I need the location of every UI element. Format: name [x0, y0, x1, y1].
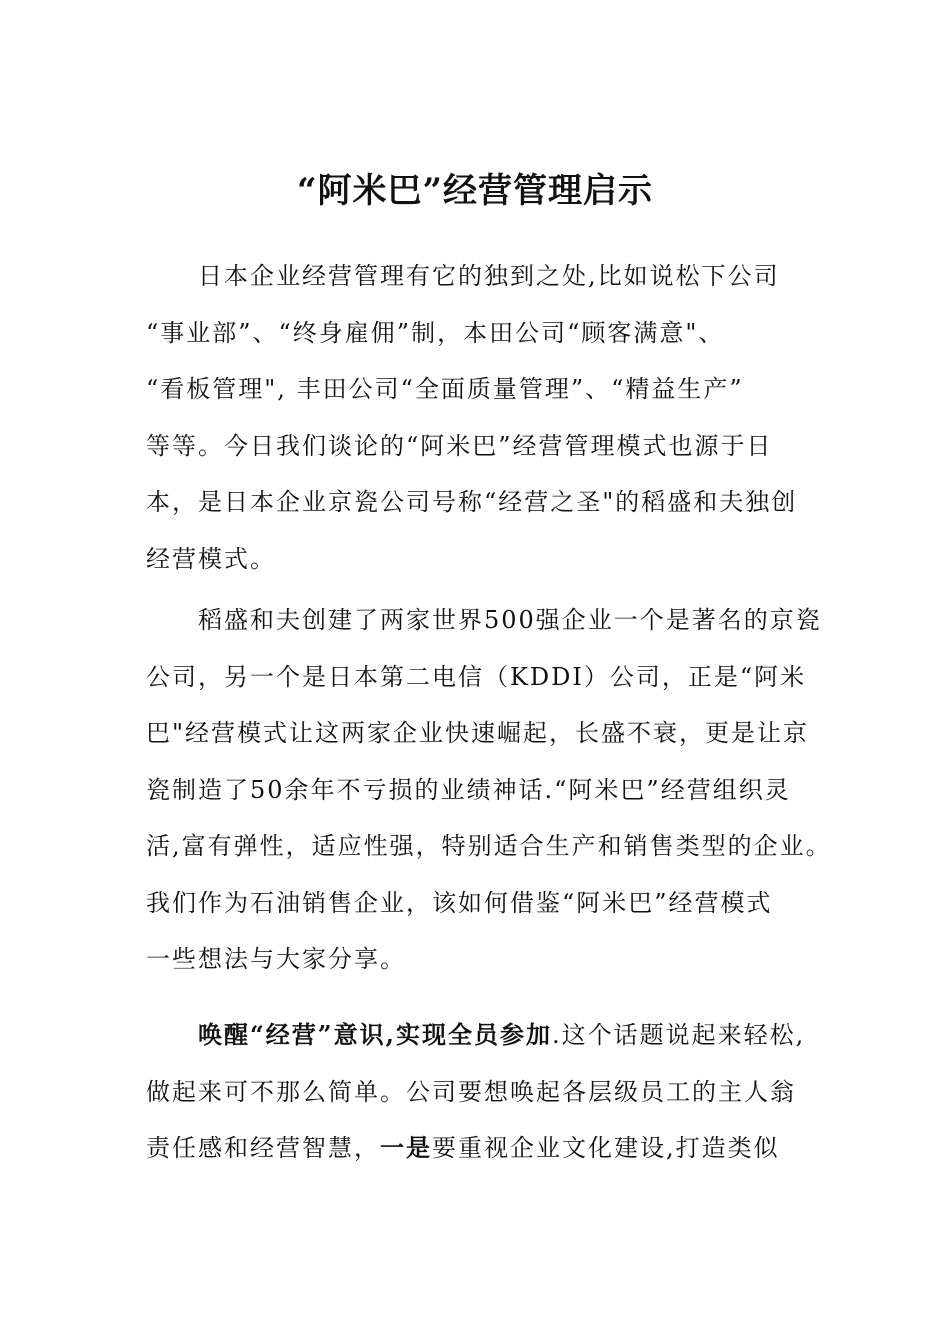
paragraph-1	[146, 248, 836, 587]
body-text: 责任感和经营智慧，	[146, 1134, 380, 1162]
paragraph-line: “事业部”、“终身雇佣”制，本田公司“顾客满意"、	[146, 318, 725, 347]
paragraph-line: 瓷制造了50余年不亏损的业绩神话.“阿米巴”经营组织灵	[146, 775, 791, 804]
bold-list-marker: 一是	[380, 1133, 432, 1162]
paragraph-line: 巴"经营模式让这两家企业快速崛起，长盛不衰，更是让京	[146, 719, 810, 747]
paragraph-line	[146, 1120, 836, 1177]
paragraph-3	[146, 1007, 836, 1177]
paragraph-line: 公司，另一个是日本第二电信（KDDI）公司，正是“阿米	[146, 662, 807, 691]
body-text: 要重视企业文化建设,打造类似	[432, 1134, 780, 1162]
bold-heading-text: 唤醒“经营”意识,实现全员参加	[198, 1020, 552, 1049]
paragraph-line: 做起来可不那么简单。公司要想唤起各层级员工的主人翁	[146, 1077, 796, 1106]
paragraph-line: 活,富有弹性，适应性强，特别适合生产和销售类型的企业。	[146, 832, 832, 860]
paragraph-line: 等等。今日我们谈论的“阿米巴”经营管理模式也源于日	[146, 431, 773, 460]
paragraph-line: 稻盛和夫创建了两家世界500强企业一个是著名的京瓷	[198, 606, 822, 634]
paragraph-line: 日本企业经营管理有它的独到之处,比如说松下公司	[198, 262, 780, 290]
paragraph-line: 我们作为石油销售企业，该如何借鉴“阿米巴”经营模式	[146, 888, 773, 917]
paragraph-line: “看板管理", 丰田公司“全面质量管理”、“精益生产”	[146, 375, 744, 403]
document-title: “阿米巴”经营管理启示	[296, 171, 654, 211]
body-text: .这个话题说起来轻松,	[551, 1021, 806, 1049]
paragraph-line	[146, 1007, 836, 1064]
paragraph-2	[146, 592, 836, 988]
paragraph-line: 一些想法与大家分享。	[146, 945, 406, 973]
paragraph-line: 本，是日本企业京瓷公司号称“经营之圣"的稻盛和夫独创	[146, 488, 798, 516]
paragraph-line: 经营模式。	[146, 544, 276, 573]
